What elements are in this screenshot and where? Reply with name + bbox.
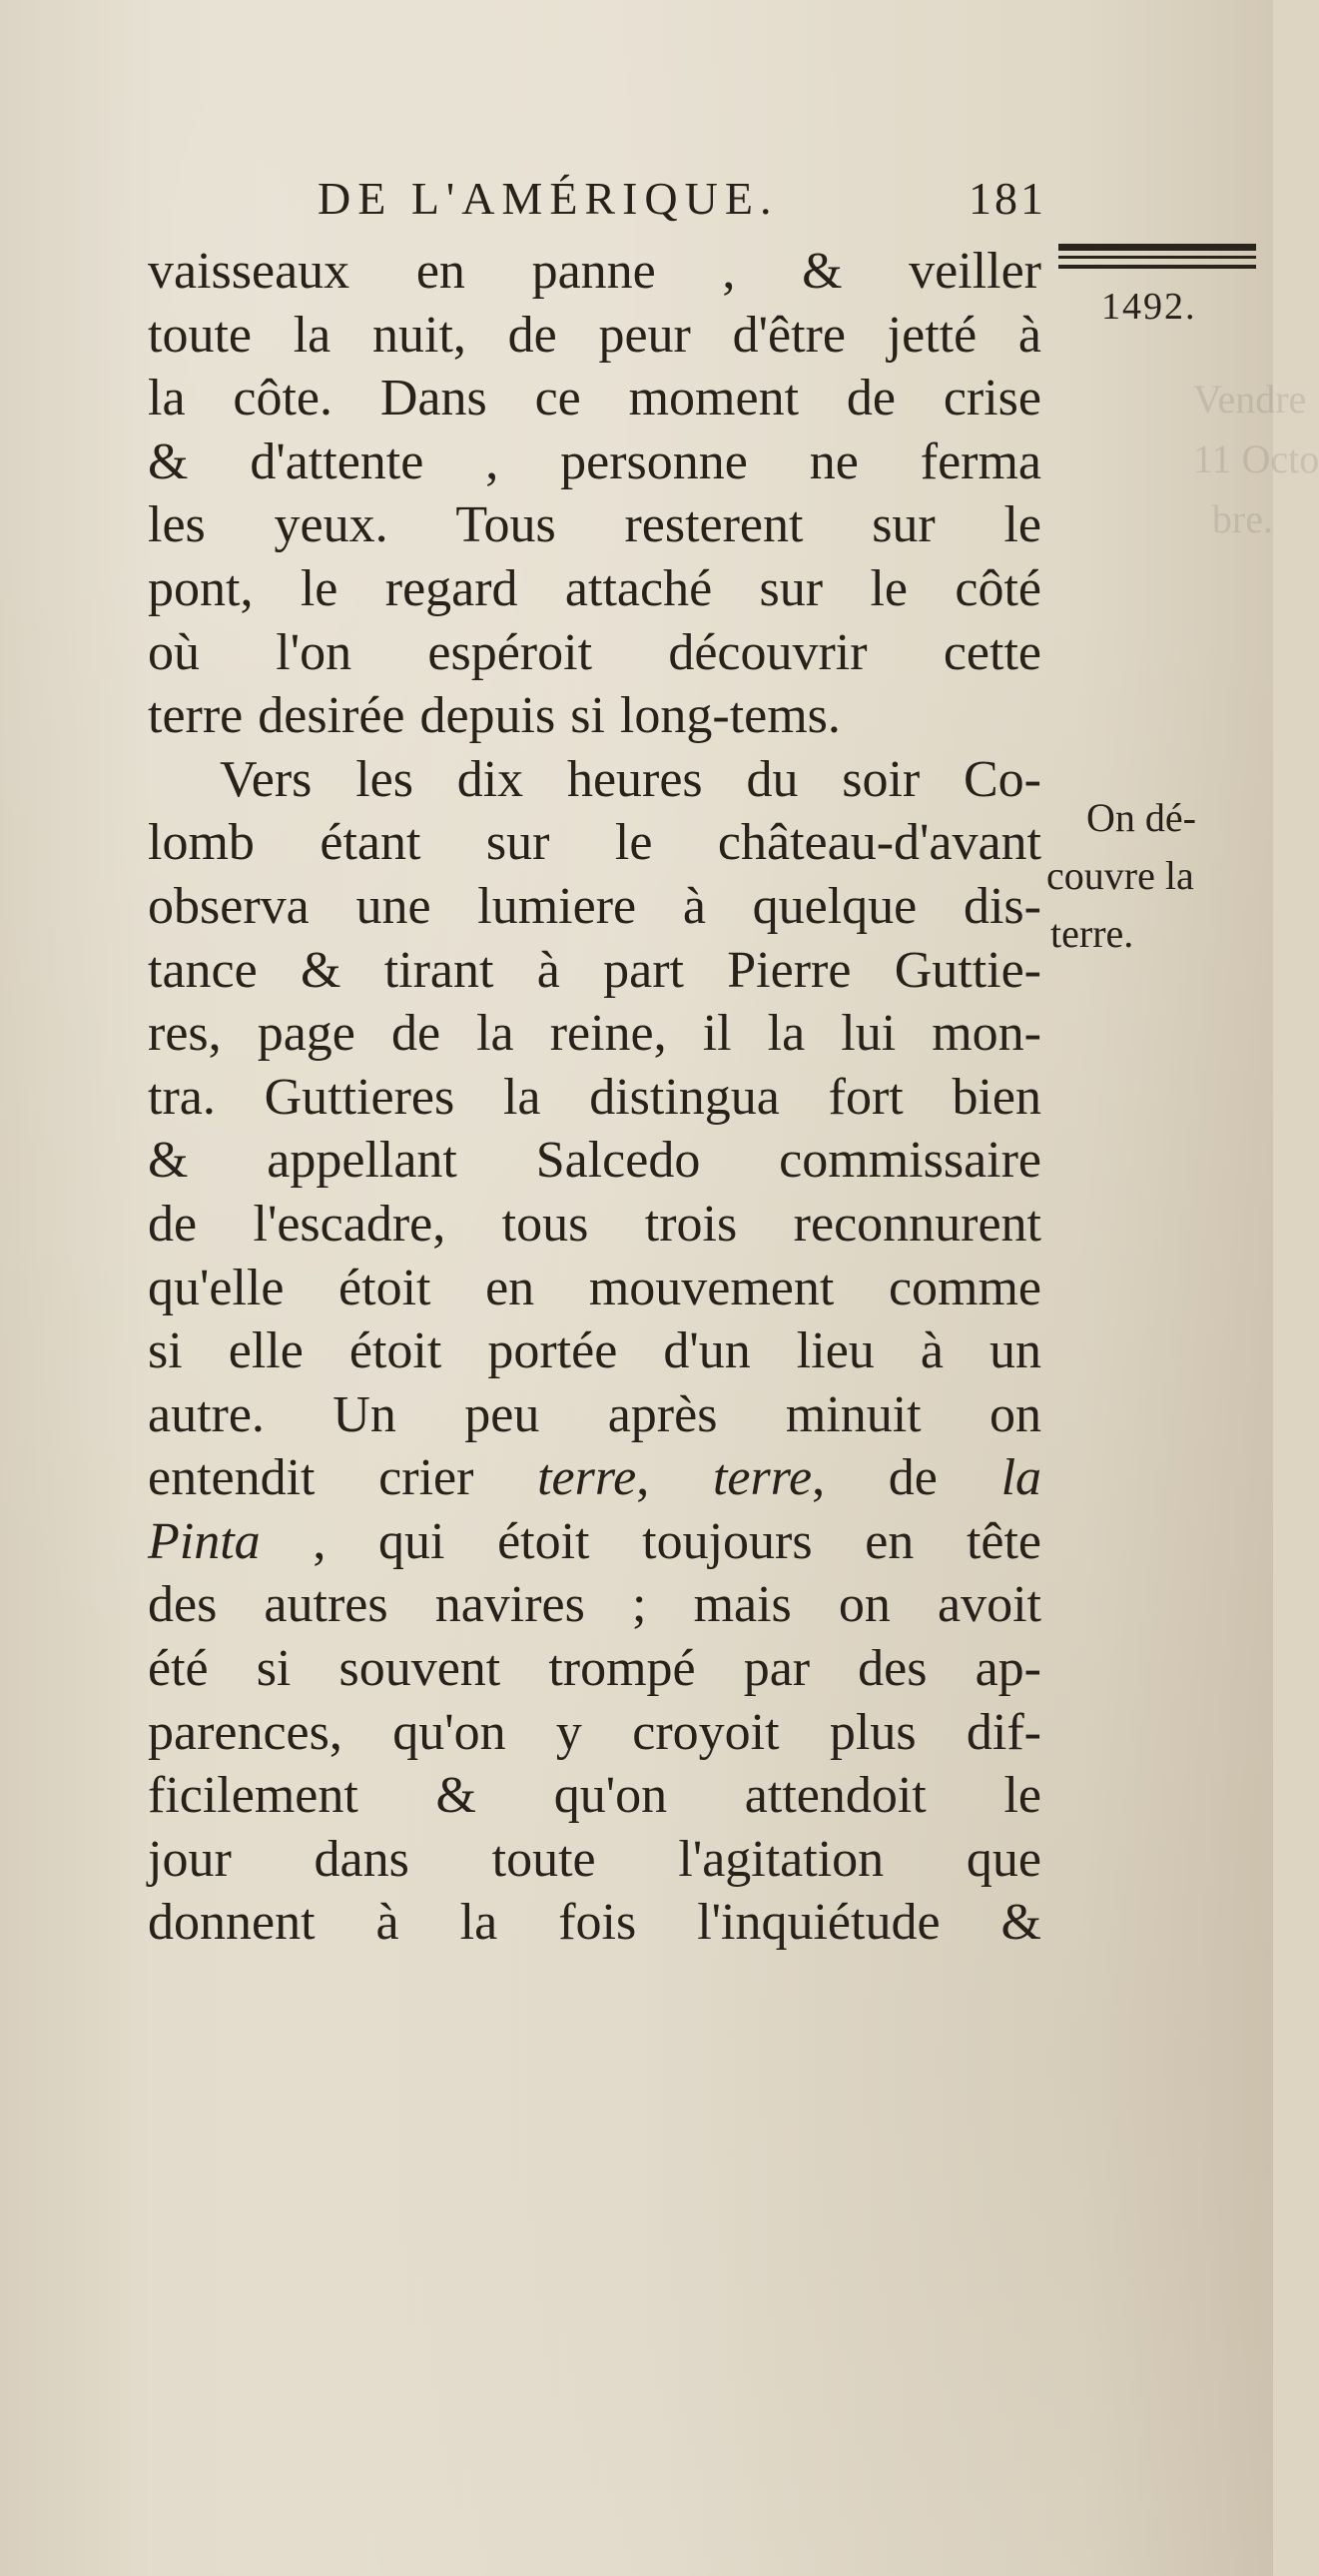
italic-run: terre xyxy=(537,1449,637,1507)
text-line xyxy=(148,1510,1041,1574)
margin-note-line: couvre la xyxy=(1046,853,1194,898)
text-line: tra. Guttieres la distingua fort bien xyxy=(148,1068,1041,1126)
text-line: autre. Un peu après minuit on xyxy=(148,1385,1041,1443)
text-line: donnent à la fois l'inquiétude & xyxy=(148,1894,1041,1952)
running-title: DE L'AMÉRIQUE. xyxy=(318,173,779,224)
header-rule xyxy=(1058,256,1256,259)
text-line: terre desirée depuis si long-tems. xyxy=(148,687,841,745)
text-line: ficilement & qu'on attendoit le xyxy=(148,1767,1041,1825)
text-line: tance & tirant à part Pierre Guttie- xyxy=(148,941,1041,999)
text-line: res, page de la reine, il la lui mon- xyxy=(148,1005,1041,1063)
show-through-text: bre. xyxy=(1211,496,1273,541)
page-number: 181 xyxy=(969,173,1046,224)
text-line: parences, qu'on y croyoit plus dif- xyxy=(148,1703,1041,1761)
text-line: pont, le regard attaché sur le côté xyxy=(148,559,1041,617)
text-line: Vers les dix heures du soir Co- xyxy=(220,750,1041,808)
body-text xyxy=(148,240,1041,1955)
text-line: entendit crier terre, terre, de la xyxy=(148,1449,1042,1507)
text-line: les yeux. Tous resterent sur le xyxy=(148,496,1041,554)
text-line: la côte. Dans ce moment de crise xyxy=(148,370,1041,428)
italic-run: Pinta xyxy=(148,1512,261,1570)
text-line: observa une lumiere à quelque dis- xyxy=(148,877,1041,935)
margin-note-line: terre. xyxy=(1050,911,1134,956)
text-line: toute la nuit, de peur d'être jetté à xyxy=(148,306,1041,364)
text-line: vaisseaux en panne , & veiller xyxy=(148,243,1041,300)
margin-year: 1492. xyxy=(1101,286,1197,328)
text-line: lomb étant sur le château-d'avant xyxy=(148,814,1041,872)
show-through-text: Vendre xyxy=(1193,377,1307,422)
italic-run: la xyxy=(1000,1449,1042,1507)
header-rule xyxy=(1058,265,1256,269)
text-line: où l'on espéroit découvrir cette xyxy=(148,623,1041,681)
text-line: & d'attente , personne ne ferma xyxy=(148,432,1041,490)
text-run: , qui étoit toujours en tête xyxy=(313,1512,1042,1570)
running-header xyxy=(318,172,1046,232)
text-line: des autres navires ; mais on avoit xyxy=(148,1576,1041,1634)
text-line: & appellant Salcedo commissaire xyxy=(148,1132,1041,1190)
italic-run: terre xyxy=(712,1449,813,1507)
text-line: de l'escadre, tous trois reconnurent xyxy=(148,1195,1041,1253)
margin-note xyxy=(1046,789,1266,963)
text-run: entendit crier xyxy=(148,1449,474,1507)
header-rule xyxy=(1058,244,1256,251)
margin-note-line: On dé- xyxy=(1086,795,1196,840)
text-run: de xyxy=(888,1449,938,1507)
text-line: été si souvent trompé par des ap- xyxy=(148,1640,1041,1698)
show-through-text: 11 Octo xyxy=(1193,436,1319,481)
text-line: si elle étoit portée d'un lieu à un xyxy=(148,1322,1041,1380)
text-line: qu'elle étoit en mouvement comme xyxy=(148,1259,1041,1316)
text-line: jour dans toute l'agitation que xyxy=(148,1830,1041,1888)
